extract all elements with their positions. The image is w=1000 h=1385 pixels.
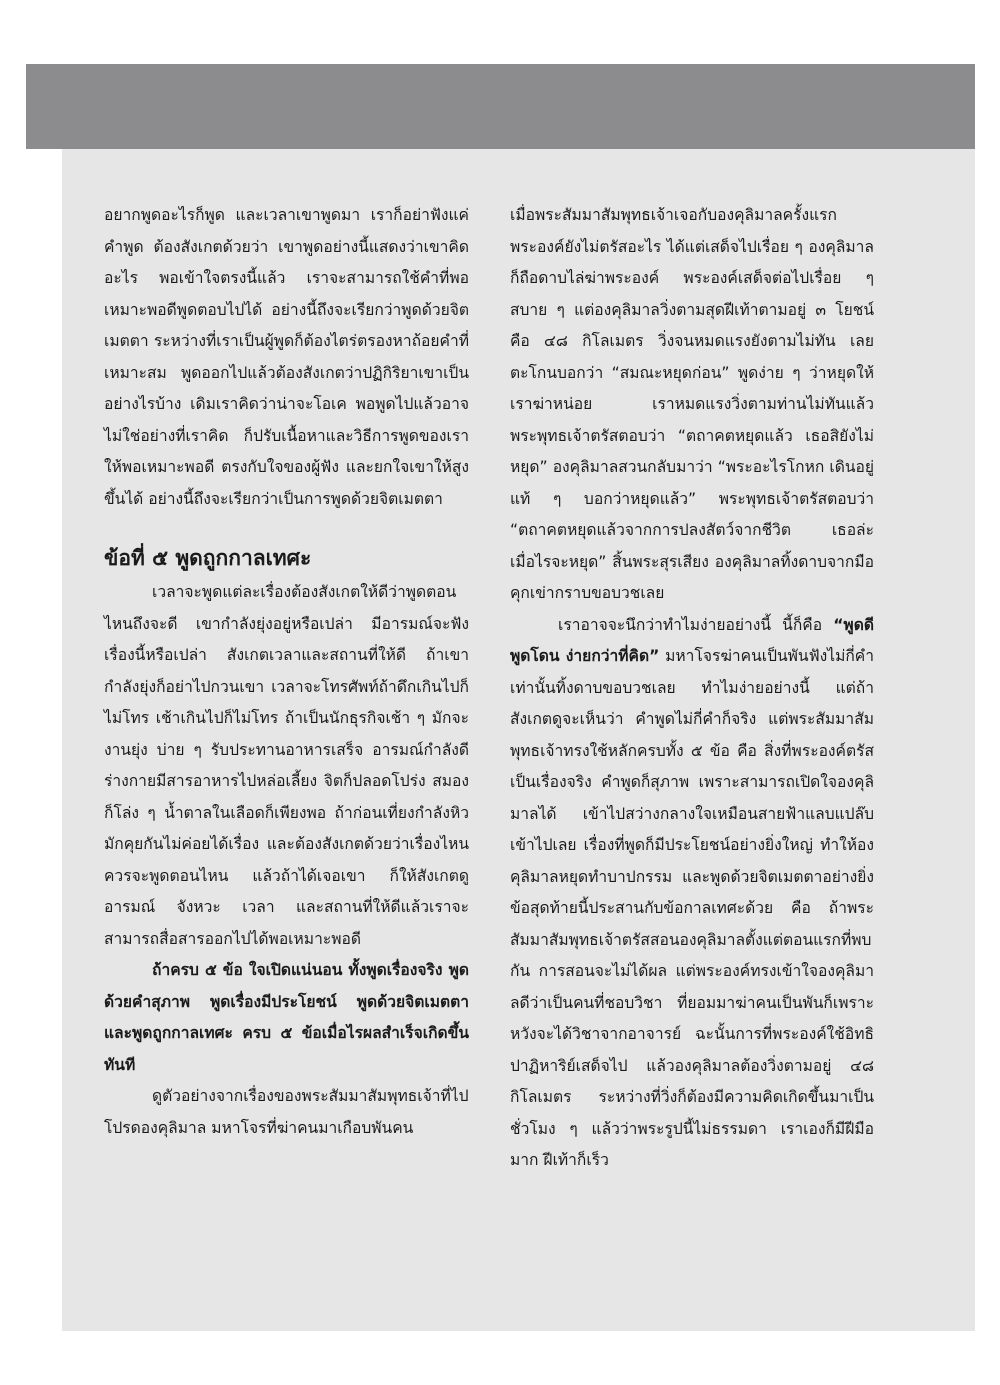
section-heading: ข้อที่ ๕ พูดถูกกาลเทศะ bbox=[104, 546, 312, 570]
right-column bbox=[510, 200, 874, 1177]
left-paragraph-2: เวลาจะพูดแต่ละเรื่องต้องสังเกตให้ดีว่าพูดตอนไหนถึงจะดี เขากำลังยุ่งอยู่หรือเปล่า มีอารมณ์จะฟังเรื่องนี้หรือเปล่า สังเกตเวลาและสถานที่ให้ดี ถ้าเขากำลังยุ่งก็อย่าไปกวนเขา เวลาจะโทรศัพท์ถ้าดึกเกินไปก็ไม่โทร เช้าเกินไปก็ไม่โทร ถ้าเป็นนักธุรกิจเช้า ๆ มักจะงานยุ่ง บ่าย ๆ รับประทานอาหารเสร็จ อารมณ์กำลังดี ร่างกายมีสารอาหารไปหล่อเลี้ยง จิตก็ปลอดโปร่ง สมองก็โล่ง ๆ น้ำตาลในเลือดก็เพียงพอ ถ้าก่อนเที่ยงกำลังหิวมักคุยกันไม่ค่อยได้เรื่อง และต้องสังเกตด้วยว่าเรื่องไหนควรจะพูดตอนไหน แล้วถ้าได้เจอเขา ก็ให้สังเกตดูอารมณ์ จังหวะ เวลา และสถานที่ให้ดีแล้วเราจะสามารถสื่อสารออกไปได้พอเหมาะพอดี bbox=[104, 583, 469, 948]
right-paragraph-2 bbox=[510, 610, 874, 1177]
right-paragraph-2-rest: มหาโจรฆ่าคนเป็นพันฟังไม่กี่คำเท่านั้นทิ้งดาบขอบวชเลย ทำไมง่ายอย่างนี้ แต่ถ้าสังเกตดูจะเห็นว่า คำพูดไม่กี่คำก็จริง แต่พระสัมมาสัมพุทธเจ้าทรงใช้หลักครบทั้ง ๕ ข้อ คือ สิ่งที่พระองค์ตรัสเป็นเรื่องจริง คำพูดก็สุภาพ เพราะสามารถเปิดใจองคุลิมาลได้ เข้าไปสว่างกลางใจเหมือนสายฟ้าแลบแปล๊บเข้าไปเลย เรื่องที่พูดก็มีประโยชน์อย่างยิ่งใหญ่ ทำให้องคุลิมาลหยุดทำบาปกรรม และพูดด้วยจิตเมตตาอย่างยิ่ง ข้อสุดท้ายนี้ประสานกับข้อกาลเทศะด้วย คือ ถ้าพระสัมมาสัมพุทธเจ้าตรัสสอนองคุลิมาลตั้งแต่ตอนแรกที่พบกัน การสอนจะไม่ได้ผล แต่พระองค์ทรงเข้าใจองคุลิมาลดีว่าเป็นคนที่ชอบวิชา ที่ยอมมาฆ่าคนเป็นพันก็เพราะหวังจะได้วิชาจากอาจารย์ ฉะนั้นการที่พระองค์ใช้อิทธิปาฏิหาริย์เสด็จไป แล้วองคุลิมาลต้องวิ่งตามอยู่ ๔๘ กิโลเมตร ระหว่างที่วิ่งก็ต้องมีความคิดเกิดขึ้นมาเป็นชั่วโมง ๆ แล้วว่าพระรูปนี้ไม่ธรรมดา เราเองก็มีฝีมือมาก ฝีเท้าก็เร็ว bbox=[510, 647, 874, 1169]
right-paragraph-2-start: เราอาจจะนึกว่าทำไมง่ายอย่างนี้ นี้ก็คือ bbox=[558, 615, 823, 634]
left-paragraph-4: ดูตัวอย่างจากเรื่องของพระสัมมาสัมพุทธเจ้าที่ไปโปรดองคุลิมาล มหาโจรที่ฆ่าคนมาเกือบพันคน bbox=[104, 1087, 469, 1137]
quote-bold: “พูดดี พูดโดน ง่ายกว่าที่คิด” bbox=[510, 615, 874, 665]
left-paragraph-3: ถ้าครบ ๕ ข้อ ใจเปิดแน่นอน ทั้งพูดเรื่องจริง พูดด้วยคำสุภาพ พูดเรื่องมีประโยชน์ พูดด้วยจิตเมตตา และพูดถูกกาลเทศะ ครบ ๕ ข้อเมื่อไรผลสำเร็จเกิดขึ้นทันที bbox=[104, 961, 469, 1074]
header-band bbox=[26, 64, 975, 149]
left-paragraph-1: อยากพูดอะไรก็พูด และเวลาเขาพูดมา เราก็อย่าฟังแค่คำพูด ต้องสังเกตด้วยว่า เขาพูดอย่างนี้แสดงว่าเขาคิดอะไร พอเข้าใจตรงนี้แล้ว เราจะสามารถใช้คำที่พอเหมาะพอดีพูดตอบไปได้ อย่างนี้ถึงจะเรียกว่าพูดด้วยจิตเมตตา ระหว่างที่เราเป็นผู้พูดก็ต้องไตร่ตรองหาถ้อยคำที่เหมาะสม พูดออกไปแล้วต้องสังเกตว่าปฏิกิริยาเขาเป็นอย่างไรบ้าง เดิมเราคิดว่าน่าจะโอเค พอพูดไปแล้วอาจไม่ใช่อย่างที่เราคิด ก็ปรับเนื้อหาและวิธีการพูดของเราให้พอเหมาะพอดี ตรงกับใจของผู้ฟัง และยกใจเขาให้สูงขึ้นได้ อย่างนี้ถึงจะเรียกว่าเป็นการพูดด้วยจิตเมตตา bbox=[104, 206, 469, 508]
right-paragraph-1: เมื่อพระสัมมาสัมพุทธเจ้าเจอกับองคุลิมาลครั้งแรก พระองค์ยังไม่ตรัสอะไร ได้แต่เสด็จไปเรื่อย ๆ องคุลิมาลก็ถือดาบไล่ฆ่าพระองค์ พระองค์เสด็จต่อไปเรื่อย ๆ สบาย ๆ แต่องคุลิมาลวิ่งตามสุดฝีเท้าตามอยู่ ๓ โยชน์ คือ ๔๘ กิโลเมตร วิ่งจนหมดแรงยังตามไม่ทัน เลยตะโกนบอกว่า “สมณะหยุดก่อน” พูดง่าย ๆ ว่าหยุดให้เราฆ่าหน่อย เราหมดแรงวิ่งตามท่านไม่ทันแล้ว พระพุทธเจ้าตรัสตอบว่า “ตถาคตหยุดแล้ว เธอสิยังไม่หยุด” องคุลิมาลสวนกลับมาว่า “พระอะไรโกหก เดินอยู่แท้ ๆ บอกว่าหยุดแล้ว” พระพุทธเจ้าตรัสตอบว่า “ตถาคตหยุดแล้วจากการปลงสัตว์จากชีวิต เธอล่ะเมื่อไรจะหยุด” สิ้นพระสุรเสียง องคุลิมาลทิ้งดาบจากมือ คุกเข่ากราบขอบวชเลย bbox=[510, 206, 874, 602]
left-column bbox=[104, 200, 469, 1144]
